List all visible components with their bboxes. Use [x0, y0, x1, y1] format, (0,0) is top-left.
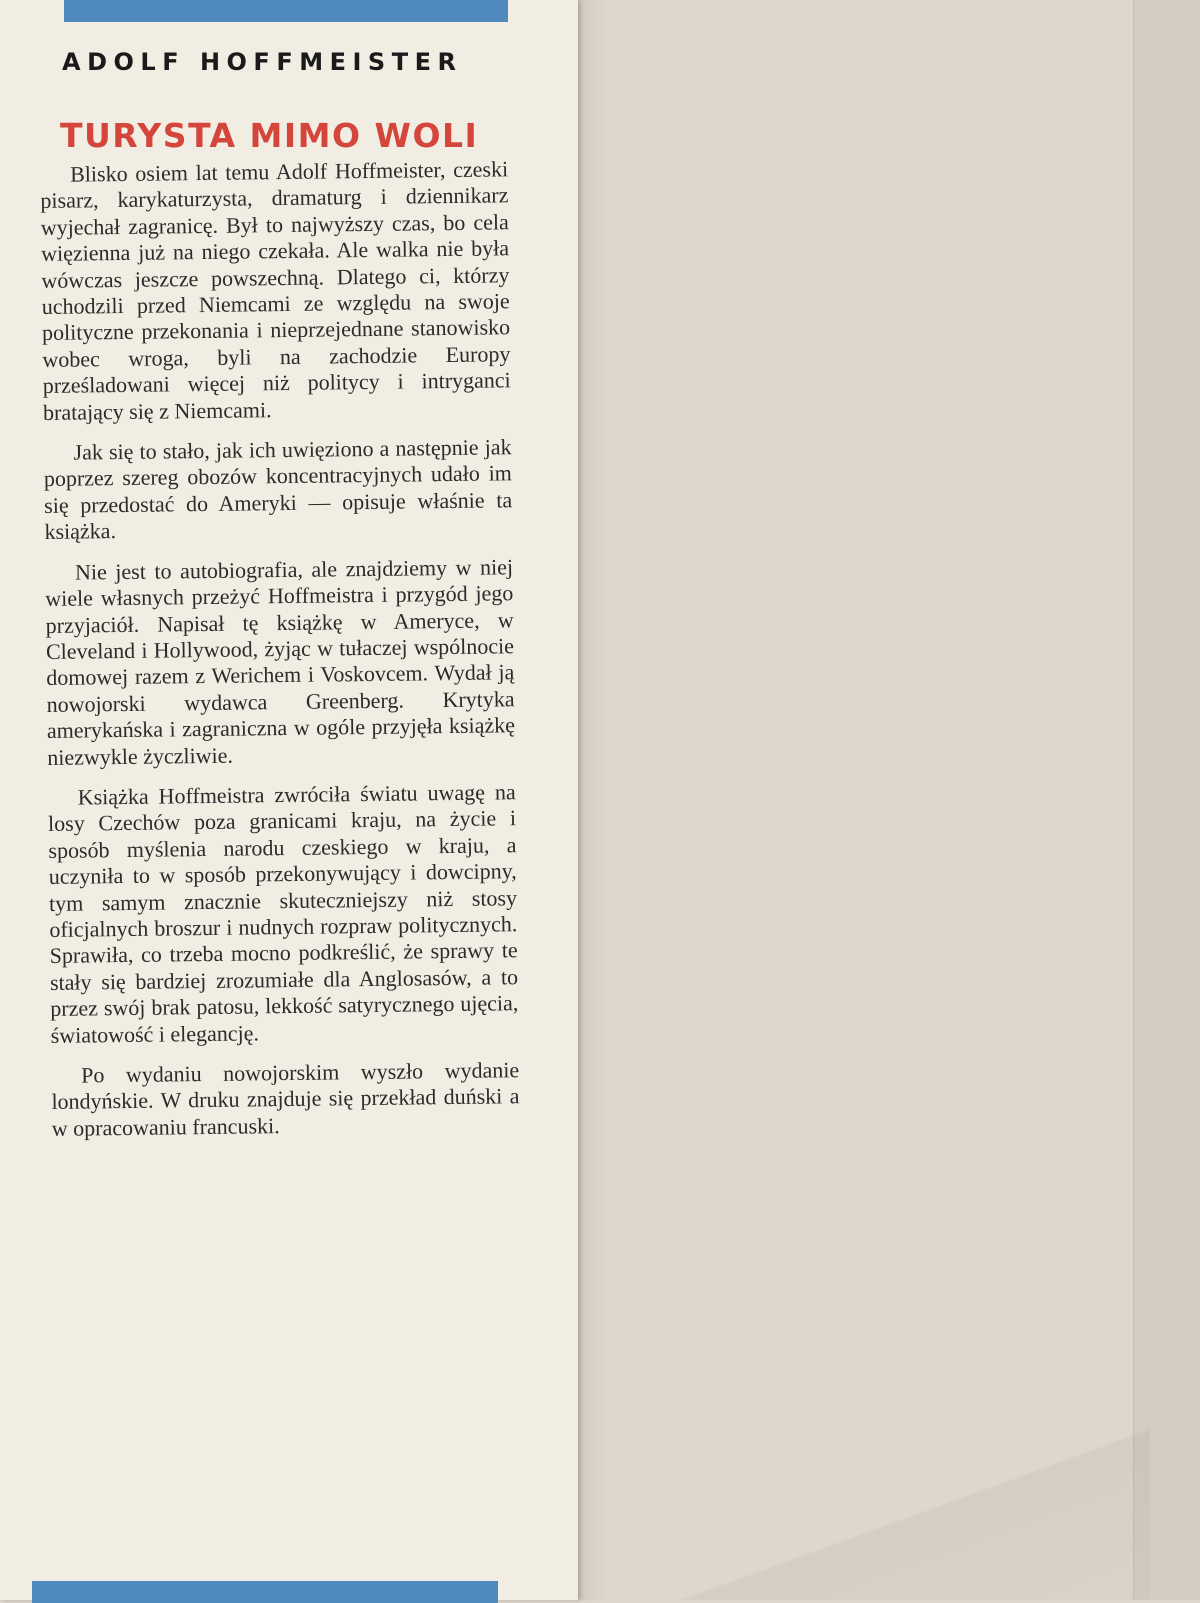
blurb-text	[40, 156, 520, 1156]
top-accent-bar	[64, 0, 508, 22]
author-name: ADOLF HOFFMEISTER	[62, 48, 463, 76]
blurb-paragraph-5: Po wydaniu nowojorskim wyszło wydanie londyńskie. W druku znajduje się przekład duński a w opracowaniu francuski.	[51, 1057, 520, 1141]
blurb-paragraph-2: Jak się to stało, jak ich uwięziono a następnie jak poprzez szereg obozów koncentracyjnych udało im się przedostać do Ameryki — opisuje właśnie ta książka.	[43, 434, 513, 545]
blurb-paragraph-3: Nie jest to autobiografia, ale znajdziemy w niej wiele własnych przeżyć Hoffmeistra i przygód jego przyjaciół. Napisał tę książkę w Ameryce, w Cleveland i Hollywood, żyjąc w tułaczej wspólnocie domowej razem z Werichem i Voskovcem. Wydał ją nowojorski wydawca Greenberg. Krytyka amerykańska i zagraniczna w ogóle przyjęła książkę niezwykle życzliwie.	[45, 553, 516, 770]
dust-jacket-flap	[0, 0, 578, 1600]
blurb-paragraph-4: Książka Hoffmeistra zwróciła światu uwagę na losy Czechów poza granicami kraju, na życie i sposób myślenia narodu czeskiego w kraju, a uczyniła to w sposób przekonywujący i dowcipny, tym samym znacznie skuteczniejszy niż stosy oficjalnych broszur i nudnych rozpraw politycznych. Sprawiła, co trzeba mocno podkreślić, że sprawy te stały się bardziej zrozumiałe dla Anglosasów, a to przez swój brak patosu, lekkość satyrycznego ujęcia, światowość i elegancję.	[47, 779, 519, 1048]
blurb-paragraph-1: Blisko osiem lat temu Adolf Hoffmeister, czeski pisarz, karykaturzysta, dramaturg i dziennikarz wyjechał zagranicę. Był to najwyższy czas, bo cela więzienna już na niego czekała. Ale walka nie była wówczas jeszcze powszechną. Dlatego ci, którzy uchodzili przed Niemcami ze względu na swoje polityczne przekonania i nieprzejednane stanowisko wobec wroga, byli na zachodzie Europy prześladowani więcej niż politycy i intryganci bratający się z Niemcami.	[40, 156, 511, 425]
book-title: TURYSTA MIMO WOLI	[60, 116, 479, 155]
board-corner-fold	[590, 1420, 1150, 1600]
inner-cover-board	[578, 0, 1200, 1600]
cover-spine-edge	[1133, 0, 1200, 1600]
